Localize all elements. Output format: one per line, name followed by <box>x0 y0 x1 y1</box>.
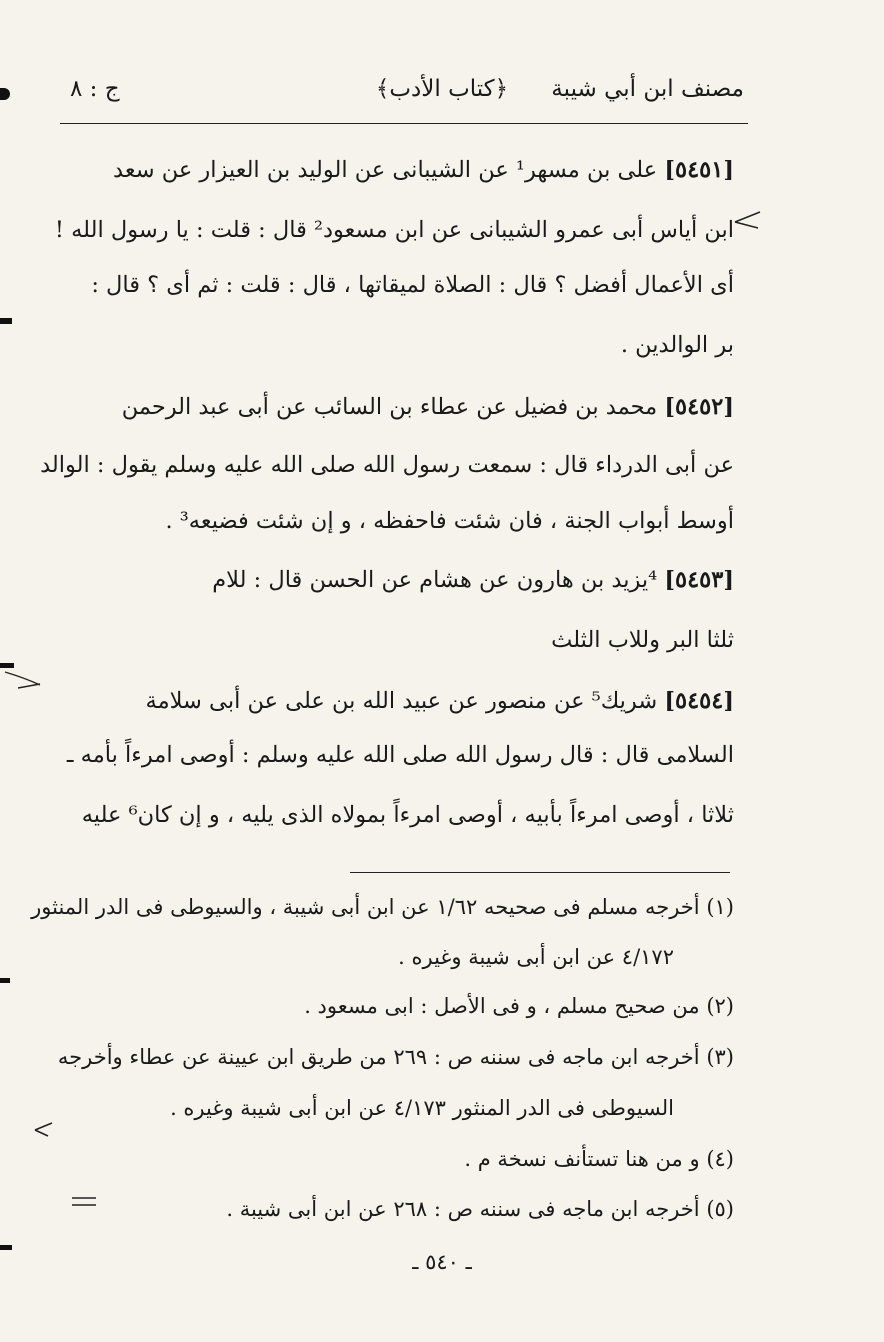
footnote-text: أخرجه مسلم فى صحيحه ١/٦٢ عن ابن أبى شيبة ، والسيوطى فى الدر المنثور <box>31 895 700 919</box>
hadith-5454-line-1 <box>60 686 734 716</box>
hadith-number: [٥٤٥٣] <box>664 567 734 593</box>
footnote-1-line-2: ٤/١٧٢ عن ابن أبى شيبة وغيره . <box>398 945 674 969</box>
margin-arrow-mark <box>735 212 760 228</box>
header-rule <box>60 123 748 124</box>
footnote-rule <box>350 872 730 873</box>
footnote-number: (٢) <box>706 994 734 1018</box>
hadith-5452-line-2: عن أبى الدرداء قال : سمعت رسول الله صلى الله عليه وسلم يقول : الوالد <box>40 452 734 478</box>
scan-edge-mark <box>0 663 14 668</box>
hadith-5451-line-4: بر الوالدين . <box>620 332 734 358</box>
footnote-4 <box>60 1145 734 1173</box>
footnote-1-line-1 <box>31 893 734 921</box>
footnote-number: (١) <box>706 895 734 919</box>
hadith-5452-line-1 <box>60 392 734 422</box>
hadith-5452-line-3: أوسط أبواب الجنة ، فان شئت فاحفظه ، و إن شئت فضيعه³ . <box>165 508 734 534</box>
hadith-5453-line-1 <box>60 565 734 595</box>
hadith-text: على بن مسهر¹ عن الشيبانى عن الوليد بن العيزار عن سعد <box>113 157 658 183</box>
footnote-text: أخرجه ابن ماجه فى سننه ص : ٢٦٩ من طريق ابن عيينة عن عطاء وأخرجه <box>57 1045 700 1069</box>
running-header-volume: ج : ٨ <box>70 76 120 102</box>
hadith-number: [٥٤٥٤] <box>664 688 734 714</box>
hadith-5451-line-3: أى الأعمال أفضل ؟ قال : الصلاة لميقاتها ، قال : قلت : ثم أى ؟ قال : <box>91 272 734 298</box>
hadith-text: شريك⁵ عن منصور عن عبيد الله بن على عن أبى سلامة <box>145 688 658 714</box>
hadith-5454-line-3: ثلاثا ، أوصى امرءاً بأبيه ، أوصى امرءاً بمولاه الذى يليه ، و إن كان⁶ عليه <box>81 802 734 828</box>
hadith-5451-line-1 <box>60 155 734 185</box>
scan-edge-mark <box>0 318 12 324</box>
footnote-number: (٣) <box>706 1045 734 1069</box>
footnote-number: (٤) <box>706 1147 734 1171</box>
hadith-5453-line-2: ثلثا البر وللاب الثلث <box>551 627 734 653</box>
margin-arrow-mark <box>35 1123 52 1136</box>
footnote-3-line-1 <box>57 1043 734 1071</box>
footnote-3-line-2: السيوطى فى الدر المنثور ٤/١٧٣ عن ابن أبى شيبة وغيره . <box>170 1096 674 1120</box>
running-header-book-title: مصنف ابن أبي شيبة <box>551 76 744 102</box>
hadith-text: ⁴يزيد بن هارون عن هشام عن الحسن قال : للام <box>212 567 658 593</box>
hadith-5451-line-2: ابن أياس أبى عمرو الشيبانى عن ابن مسعود² قال : قلت : يا رسول الله ! <box>54 217 734 243</box>
hadith-text: محمد بن فضيل عن عطاء بن السائب عن أبى عبد الرحمن <box>121 394 658 420</box>
scan-edge-mark <box>0 1245 12 1250</box>
hadith-5454-line-2: السلامى قال : قال رسول الله صلى الله عليه وسلم : أوصى امرءاً بأمه ـ <box>66 742 734 768</box>
footnote-2 <box>60 992 734 1020</box>
running-header-chapter: ﴿كتاب الأدب﴾ <box>375 76 509 102</box>
footnote-number: (٥) <box>706 1197 734 1221</box>
footnote-5 <box>60 1195 734 1223</box>
footnote-text: من صحيح مسلم ، و فى الأصل : ابى مسعود . <box>304 994 700 1018</box>
hadith-number: [٥٤٥٢] <box>664 394 734 420</box>
page-number: ـ ٥٤٠ ـ <box>412 1250 472 1274</box>
footnote-text: و من هنا تستأنف نسخة م . <box>464 1147 700 1171</box>
hadith-number: [٥٤٥١] <box>664 157 734 183</box>
scan-edge-mark <box>0 978 10 983</box>
margin-arrow-mark <box>5 672 40 688</box>
footnote-text: أخرجه ابن ماجه فى سننه ص : ٢٦٨ عن ابن أبى شيبة . <box>226 1197 700 1221</box>
